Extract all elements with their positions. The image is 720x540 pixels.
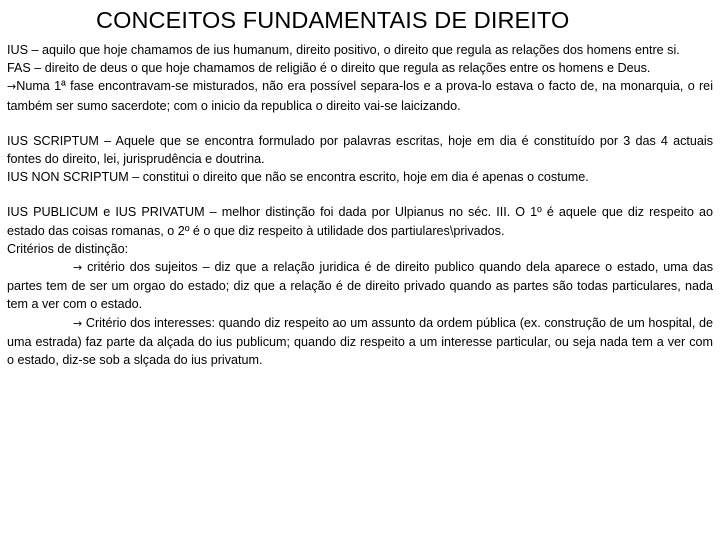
arrow-icon: →	[73, 261, 83, 275]
paragraph-criterio-sujeitos	[7, 258, 713, 314]
paragraph-criterios: Critérios de distinção:	[7, 241, 129, 256]
body-text	[7, 41, 713, 369]
criterio-sujeitos-text: critério dos sujeitos – diz que a relação juridica é de direito publico quando dela aparece o estado, uma das partes tem de ser um orgao do estado; diz que a relação é de direito privado quando as partes são todas particulares, nada tem a ver com o estado.	[7, 260, 713, 312]
arrow-icon: →	[7, 80, 17, 94]
paragraph-numa-text: Numa 1ª fase encontravam-se misturados, não era possível separa-los e a prova-lo estava o facto de, na monarquia, o rei também ser sumo sacerdote; com o inicio da republica o direito vai-se laicizando.	[7, 79, 713, 113]
spacer	[7, 186, 713, 203]
paragraph-ius-non-scriptum: IUS NON SCRIPTUM – constitui o direito que não se encontra escrito, hoje em dia é apenas o costume.	[7, 170, 589, 185]
spacer	[7, 115, 713, 132]
paragraph-ius: IUS – aquilo que hoje chamamos de ius humanum, direito positivo, o direito que regula as relações dos homens entre si.	[7, 43, 680, 57]
paragraph-numa	[7, 77, 713, 114]
paragraph-criterio-interesses	[7, 314, 713, 370]
page-title: CONCEITOS FUNDAMENTAIS DE DIREITO	[96, 7, 570, 33]
paragraph-fas: FAS – direito de deus o que hoje chamamos de religião é o direito que regula as relações entre os homens e Deus.	[7, 61, 651, 76]
paragraph-ius-publicum: IUS PUBLICUM e IUS PRIVATUM – melhor distinção foi dada por Ulpianus no séc. III. O 1º é aquele que diz respeito ao estado das coisas romanas, o 2º é o que diz respeito à utilidade dos partiulares\privados.	[7, 205, 713, 238]
paragraph-ius-scriptum: IUS SCRIPTUM – Aquele que se encontra formulado por palavras escritas, hoje em dia é constituído por 3 das 4 actuais fontes do direito, lei, jurisprudência e doutrina.	[7, 133, 713, 167]
criterio-interesses-text: Critério dos interesses: quando diz respeito ao um assunto da ordem pública (ex. construção de um hospital, de uma estrada) faz parte da alçada do ius publicum; quando diz respeito a um interesse particular, ou seja nada tem a ver com o estado, diz-se sob a slçada do ius privatum.	[7, 315, 713, 368]
arrow-icon: →	[73, 316, 83, 330]
